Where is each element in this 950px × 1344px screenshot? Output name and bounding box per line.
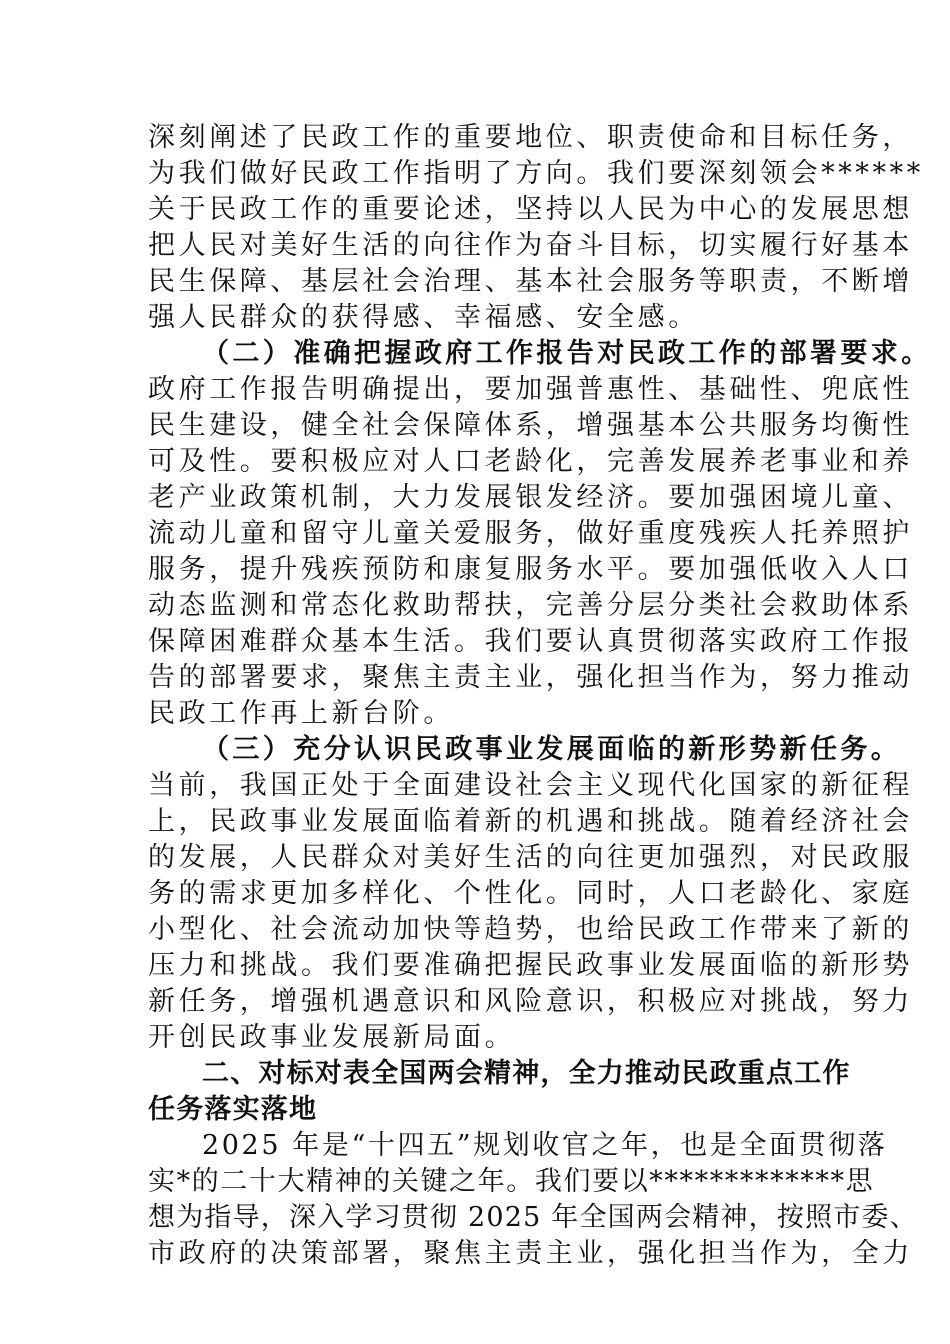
chapter-heading: 二、对标对表全国两会精神，全力推动民政重点工作 [202, 1058, 851, 1089]
paragraph-line: 流动儿童和留守儿童关爱服务，做好重度残疾人托养照护 [148, 518, 913, 549]
paragraph-line: 开创民政事业发展新局面。 [148, 1022, 516, 1053]
paragraph-line: 实*的二十大精神的关键之年。我们要以*************思 [148, 1166, 875, 1197]
paragraph-line: 2025 年是“十四五”规划收官之年，也是全面贯彻落 [202, 1130, 888, 1161]
section-heading-2: （二）准确把握政府工作报告对民政工作的部署要求。 [202, 338, 932, 369]
section-heading-3: （三）充分认识民政事业发展面临的新形势新任务。 [202, 734, 902, 765]
paragraph-line: 民政工作再上新台阶。 [148, 698, 454, 729]
paragraph-line: 强人民群众的获得感、幸福感、安全感。 [148, 302, 699, 333]
paragraph-line: 服务，提升残疾预防和康复服务水平。要加强低收入人口 [148, 554, 913, 585]
paragraph-line: 把人民对美好生活的向往作为奋斗目标，切实履行好基本 [148, 230, 913, 261]
paragraph-line: 的发展，人民群众对美好生活的向往更加强烈，对民政服 [148, 842, 913, 873]
paragraph-line: 上，民政事业发展面临着新的机遇和挑战。随着经济社会 [148, 806, 913, 837]
paragraph-line: 为我们做好民政工作指明了方向。我们要深刻领会****** [148, 158, 924, 189]
paragraph-line: 民生建设，健全社会保障体系，增强基本公共服务均衡性 [148, 410, 913, 441]
paragraph-line: 关于民政工作的重要论述，坚持以人民为中心的发展思想 [148, 194, 913, 225]
paragraph-line: 告的部署要求，聚焦主责主业，强化担当作为，努力推动 [148, 662, 913, 693]
paragraph-line: 小型化、社会流动加快等趋势，也给民政工作带来了新的 [148, 914, 913, 945]
paragraph-line: 保障困难群众基本生活。我们要认真贯彻落实政府工作报 [148, 626, 913, 657]
paragraph-line: 新任务，增强机遇意识和风险意识，积极应对挑战，努力 [148, 986, 913, 1017]
paragraph-line: 市政府的决策部署，聚焦主责主业，强化担当作为，全力 [148, 1238, 913, 1269]
paragraph-line: 老产业政策机制，大力发展银发经济。要加强困境儿童、 [148, 482, 913, 513]
paragraph-line: 务的需求更加多样化、个性化。同时，人口老龄化、家庭 [148, 878, 913, 909]
paragraph-line: 民生保障、基层社会治理、基本社会服务等职责，不断增 [148, 266, 913, 297]
paragraph-line: 当前，我国正处于全面建设社会主义现代化国家的新征程 [148, 770, 913, 801]
paragraph-line: 压力和挑战。我们要准确把握民政事业发展面临的新形势 [148, 950, 913, 981]
chapter-heading-continued: 任务落实落地 [148, 1094, 318, 1125]
paragraph-line: 动态监测和常态化救助帮扶，完善分层分类社会救助体系 [148, 590, 913, 621]
paragraph-line: 可及性。要积极应对人口老龄化，完善发展养老事业和养 [148, 446, 913, 477]
paragraph-line: 深刻阐述了民政工作的重要地位、职责使命和目标任务， [148, 122, 913, 153]
paragraph-line: 想为指导，深入学习贯彻 2025 年全国两会精神，按照市委、 [148, 1202, 918, 1233]
paragraph-line: 政府工作报告明确提出，要加强普惠性、基础性、兜底性 [148, 374, 913, 405]
